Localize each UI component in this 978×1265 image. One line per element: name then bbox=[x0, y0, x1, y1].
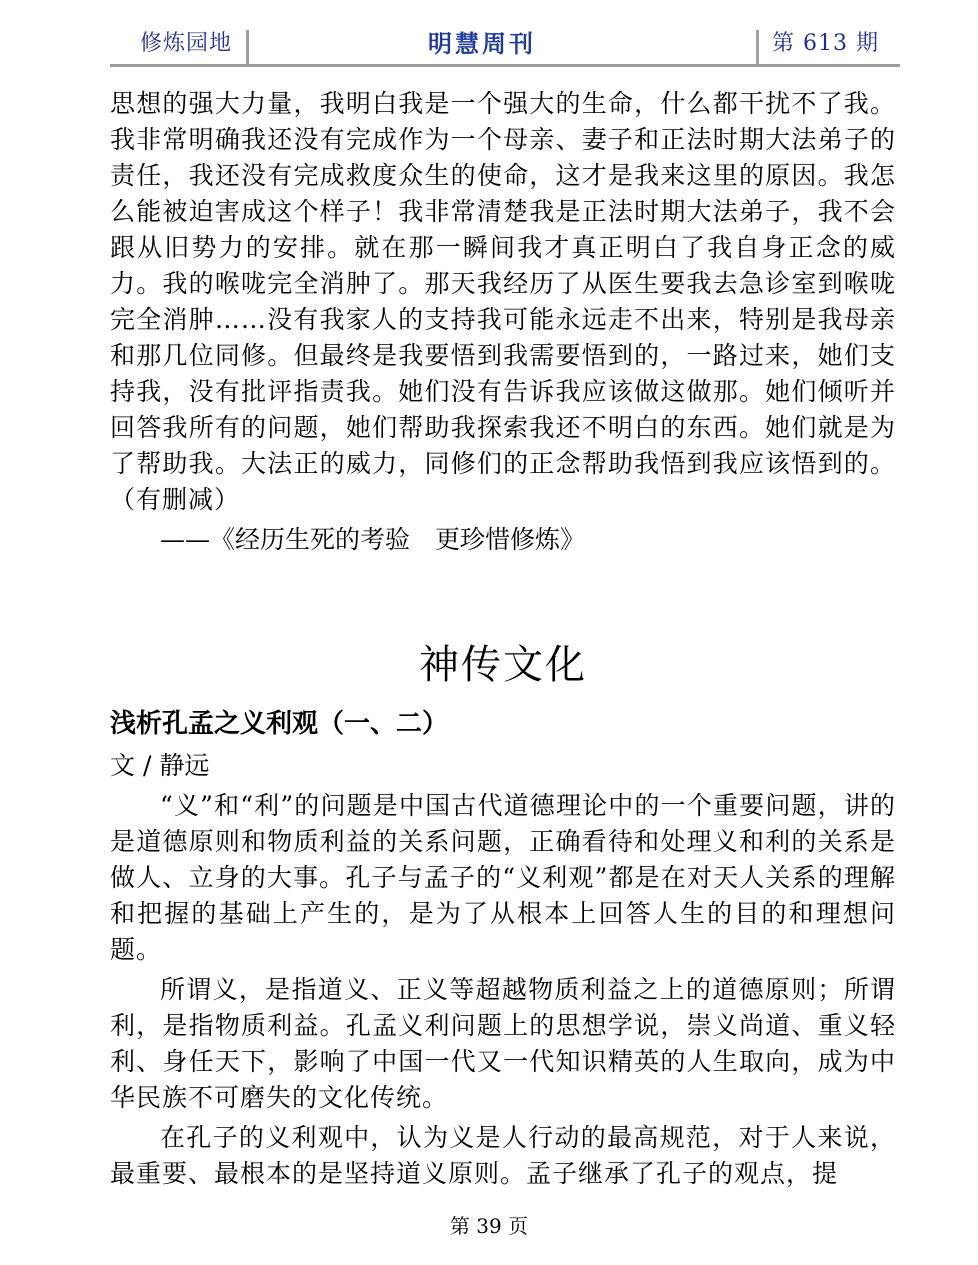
header-section-label: 修炼园地 bbox=[140, 31, 233, 56]
quote-source: ——《经历生死的考验 更珍惜修炼》 bbox=[160, 525, 586, 554]
article-paragraph: “义”和“利”的问题是中国古代道德理论中的一个重要问题，讲的是道德原则和物质利益的关系问题，正确看待和处理义和利的关系是做人、立身的大事。孔子与孟子的“义利观”都是在对天人关系的理解和把握的基础上产生的，是为了从根本上回答人生的目的和理想问题。 bbox=[110, 791, 896, 964]
continued-paragraph: 思想的强大力量，我明白我是一个强大的生命，什么都干扰不了我。我非常明确我还没有完成作为一个母亲、妻子和正法时期大法弟子的责任，我还没有完成救度众生的使命，这才是我来这里的原因。我怎么能被迫害成这个样子！我非常清楚我是正法时期大法弟子，我不会跟从旧势力的安排。就在那一瞬间我才真正明白了我自身正念的威力。我的喉咙完全消肿了。那天我经历了从医生要我去急诊室到喉咙完全消肿……没有我家人的支持我可能永远走不出来，特别是我母亲和那几位同修。但最终是我要悟到我需要悟到的，一路过来，她们支持我，没有批评指责我。她们没有告诉我应该做这做那。她们倾听并回答我所有的问题，她们帮助我探索我还不明白的东西。她们就是为了帮助我。大法正的威力，同修们的正念帮助我悟到我应该悟到的。（有删减） bbox=[110, 89, 896, 514]
header-rule bbox=[110, 64, 900, 67]
section-title: 神传文化 bbox=[419, 642, 587, 688]
article-paragraph: 所谓义，是指道义、正义等超越物质利益之上的道德原则；所谓利，是指物质利益。孔孟义利问题上的思想学说，崇义尚道、重义轻利、身任天下，影响了中国一代又一代知识精英的人生取向，成为中华民族不可磨失的文化传统。 bbox=[110, 975, 896, 1112]
article-title: 浅析孔孟之义利观（一、二） bbox=[110, 709, 449, 739]
article-byline: 文 / 静远 bbox=[110, 751, 210, 780]
header-issue-number: 第 613 期 bbox=[772, 31, 879, 56]
header-divider bbox=[756, 30, 759, 64]
page-header bbox=[110, 26, 900, 68]
header-publication-title: 明慧周刊 bbox=[428, 29, 536, 58]
page-number: 第 39 页 bbox=[449, 1214, 529, 1238]
header-divider bbox=[246, 30, 249, 64]
article-paragraph: 在孔子的义利观中，认为义是人行动的最高规范，对于人来说，最重要、最根本的是坚持道义原则。孟子继承了孔子的观点，提 bbox=[110, 1123, 896, 1188]
page-content bbox=[110, 86, 896, 1192]
